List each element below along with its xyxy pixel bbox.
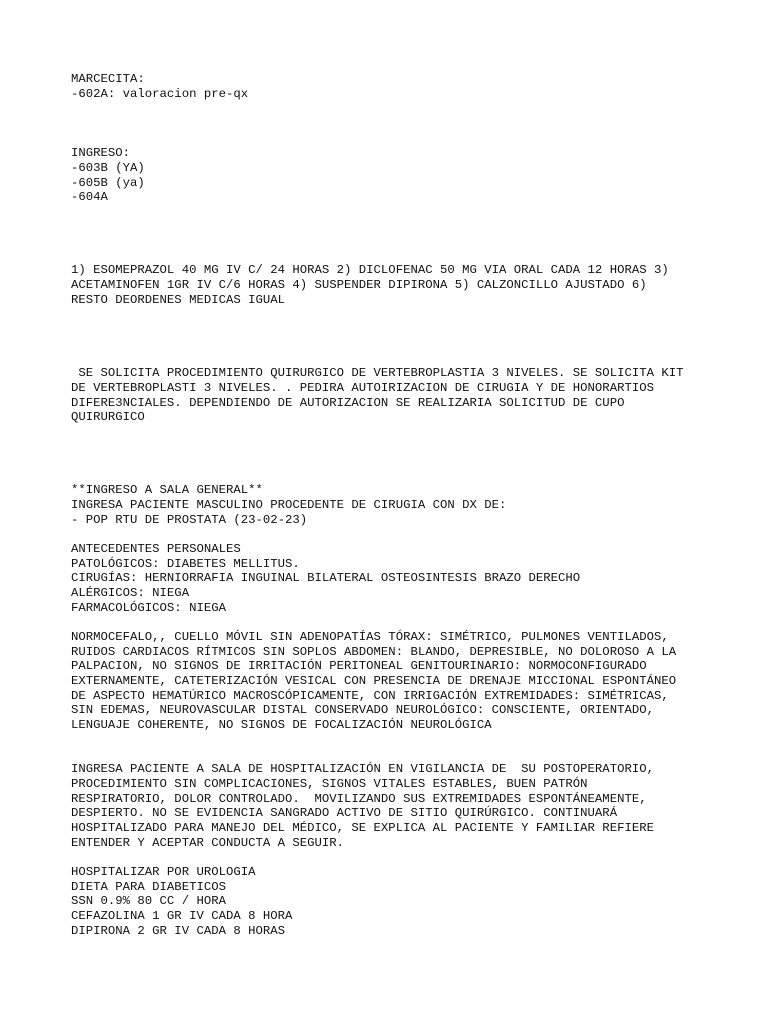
text-line: QUIRURGICO [71,410,145,424]
text-line: -604A [71,190,108,204]
text-line: 1) ESOMEPRAZOL 40 MG IV C/ 24 HORAS 2) DICLOFENAC 50 MG VIA ORAL CADA 12 HORAS 3) [71,263,669,277]
text-line: NORMOCEFALO,, CUELLO MÓVIL SIN ADENOPATÍAS TÓRAX: SIMÉTRICO, PULMONES VENTILADOS, [71,630,669,644]
text-line: RUIDOS CARDIACOS RÍTMICOS SIN SOPLOS ABDOMEN: BLANDO, DEPRESIBLE, NO DOLOROSO A LA [71,645,677,659]
text-line: INGRESA PACIENTE A SALA DE HOSPITALIZACIÓN EN VIGILANCIA DE SU POSTOPERATORIO, [71,762,654,776]
text-line: **INGRESO A SALA GENERAL** [71,483,263,497]
text-line: PATOLÓGICOS: DIABETES MELLITUS. [71,557,300,571]
text-line: CEFAZOLINA 1 GR IV CADA 8 HORA [71,909,293,923]
text-line: -603B (YA) [71,161,145,175]
text-line: CIRUGÍAS: HERNIORRAFIA INGUINAL BILATERAL OSTEOSINTESIS BRAZO DERECHO [71,571,581,585]
text-line: - POP RTU DE PROSTATA (23-02-23) [71,513,308,527]
text-line: PROCEDIMIENTO SIN COMPLICACIONES, SIGNOS VITALES ESTABLES, BUEN PATRÓN [71,777,588,791]
text-line: -605B (ya) [71,176,145,190]
text-line: SSN 0.9% 80 CC / HORA [71,894,226,908]
text-line: SE SOLICITA PROCEDIMIENTO QUIRURGICO DE VERTEBROPLASTIA 3 NIVELES. SE SOLICITA KIT [71,366,684,380]
text-line: PALPACION, NO SIGNOS DE IRRITACIÓN PERITONEAL GENITOURINARIO: NORMOCONFIGURADO [71,659,647,673]
text-line: FARMACOLÓGICOS: NIEGA [71,601,226,615]
text-line: DIPIRONA 2 GR IV CADA 8 HORAS [71,924,286,938]
text-line: HOSPITALIZAR POR UROLOGIA [71,865,256,879]
text-line: INGRESA PACIENTE MASCULINO PROCEDENTE DE CIRUGIA CON DX DE: [71,498,507,512]
text-line: DESPIERTO. NO SE EVIDENCIA SANGRADO ACTIVO DE SITIO QUIRÚRGICO. CONTINUARÁ [71,806,618,820]
text-line: -602A: valoracion pre-qx [71,87,249,101]
text-line: RESTO DEORDENES MEDICAS IGUAL [71,293,286,307]
text-line: ALÉRGICOS: NIEGA [71,586,190,600]
text-line: EXTERNAMENTE, CATETERIZACIÓN VESICAL CON PRESENCIA DE DRENAJE MICCIONAL ESPONTÁNEO [71,674,677,688]
text-line: INGRESO: [71,146,131,160]
text-line: DIFERE3NCIALES. DEPENDIENDO DE AUTORIZACION SE REALIZARIA SOLICITUD DE CUPO [71,396,625,410]
text-line: DE VERTEBROPLASTI 3 NIVELES. . PEDIRA AUTOIRIZACION DE CIRUGIA Y DE HONORARTIOS [71,381,654,395]
text-line: DIETA PARA DIABETICOS [71,880,226,894]
text-line: DE ASPECTO HEMATÚRICO MACROSCÓPICAMENTE, CON IRRIGACIÓN EXTREMIDADES: SIMÉTRICAS, [71,689,669,703]
text-line: ACETAMINOFEN 1GR IV C/6 HORAS 4) SUSPENDER DIPIRONA 5) CALZONCILLO AJUSTADO 6) [71,278,647,292]
text-line: ENTENDER Y ACEPTAR CONDUCTA A SEGUIR. [71,836,345,850]
text-line: HOSPITALIZADO PARA MANEJO DEL MÉDICO, SE EXPLICA AL PACIENTE Y FAMILIAR REFIERE [71,821,654,835]
text-line: SIN EDEMAS, NEUROVASCULAR DISTAL CONSERVADO NEUROLÓGICO: CONSCIENTE, ORIENTADO, [71,703,654,717]
text-line: RESPIRATORIO, DOLOR CONTROLADO. MOVILIZANDO SUS EXTREMIDADES ESPONTÁNEAMENTE, [71,792,647,806]
text-line: ANTECEDENTES PERSONALES [71,542,241,556]
text-line: LENGUAJE COHERENTE, NO SIGNOS DE FOCALIZACIÓN NEUROLÓGICA [71,718,492,732]
text-line: MARCECITA: [71,72,145,86]
